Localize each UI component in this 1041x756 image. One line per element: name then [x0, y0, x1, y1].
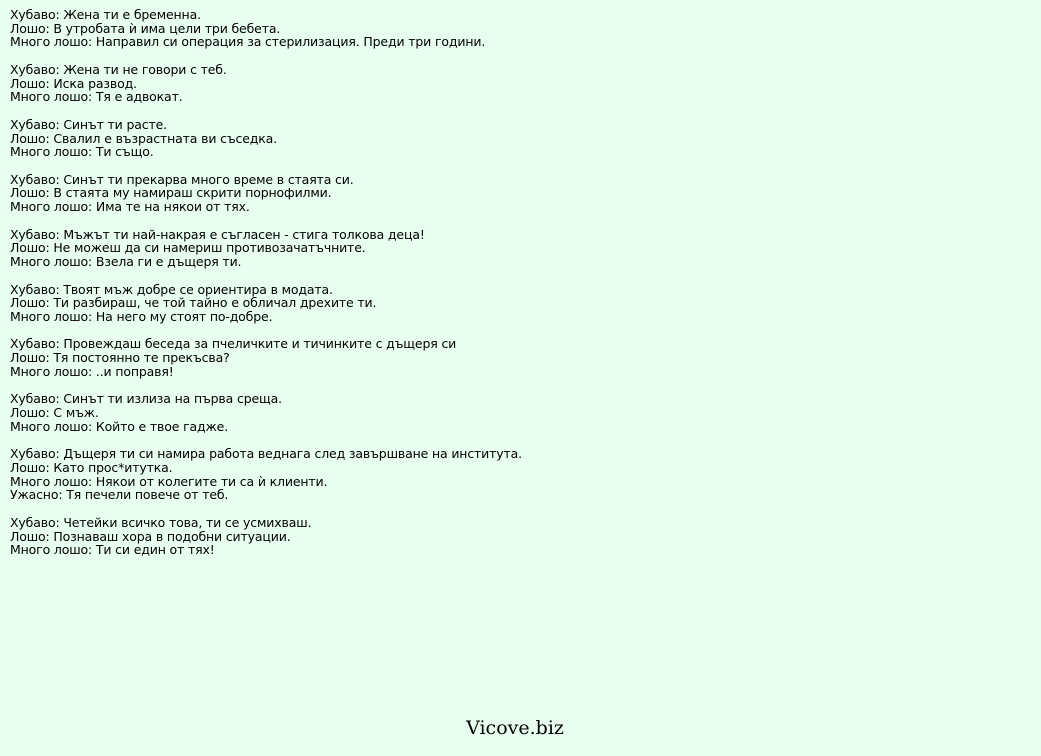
- text-line: Хубаво: Синът ти расте.: [10, 116, 167, 132]
- text-line: Много лошо: Някои от колегите ти са ѝ клиенти.: [10, 473, 328, 489]
- stanza: [10, 8, 1030, 49]
- text-line: Хубаво: Синът ти излиза на първа среща.: [10, 391, 282, 407]
- text-line: Лошо: Тя постоянно те прекъсва?: [10, 350, 230, 366]
- stanza: [10, 118, 1030, 159]
- stanza: [10, 63, 1030, 104]
- stanza: [10, 447, 1030, 502]
- text-line: Ужасно: Тя печели повече от теб.: [10, 487, 229, 503]
- stanza: [10, 337, 1030, 378]
- text-line: Хубаво: Четейки всичко това, ти се усмихваш.: [10, 514, 312, 530]
- stanza: [10, 392, 1030, 433]
- text-line: Лошо: Ти разбираш, че той тайно е обличал дрехите ти.: [10, 295, 377, 311]
- text-line: Много лошо: На него му стоят по-добре.: [10, 308, 273, 324]
- text-line: Много лошо: Който е твое гадже.: [10, 418, 229, 434]
- text-line: Лошо: В утробата ѝ има цели три бебета.: [10, 20, 281, 36]
- text-line: Хубаво: Жена ти е бременна.: [10, 7, 201, 22]
- text-line: Много лошо: Ти си един от тях!: [10, 542, 215, 558]
- text-line: Много лошо: Тя е адвокат.: [10, 89, 183, 105]
- text-line: Лошо: Иска развод.: [10, 75, 137, 91]
- text-line: Лошо: С мъж.: [10, 405, 99, 421]
- text-line: Хубаво: Провеждаш беседа за пчеличките и тичинките с дъщеря си: [10, 336, 457, 352]
- text-line: Много лошо: Направил си операция за стерилизация. Преди три години.: [10, 34, 486, 50]
- text-line: Хубаво: Синът ти прекарва много време в стаята си.: [10, 171, 354, 187]
- text-line: Много лошо: ..и поправя!: [10, 363, 174, 379]
- text-line: Много лошо: Ти също.: [10, 144, 154, 160]
- text-line: Хубаво: Жена ти не говори с теб.: [10, 61, 227, 77]
- text-line: Хубаво: Дъщеря ти си намира работа веднага след завършване на института.: [10, 446, 523, 462]
- stanza: [10, 228, 1030, 269]
- text-line: Много лошо: Има те на някои от тях.: [10, 199, 250, 215]
- text-line: Лошо: Свалил е възрастната ви съседка.: [10, 130, 278, 146]
- text-line: Много лошо: Взела ги е дъщеря ти.: [10, 254, 242, 270]
- site-watermark: Vicove.biz: [466, 717, 564, 739]
- text-line: Лошо: Като прос*итутка.: [10, 459, 173, 475]
- text-line: Хубаво: Мъжът ти най-накрая е съгласен - стига толкова деца!: [10, 226, 425, 242]
- stanza: [10, 173, 1030, 214]
- text-line: Хубаво: Твоят мъж добре се ориентира в модата.: [10, 281, 333, 297]
- joke-text: [10, 8, 1030, 571]
- text-line: Лошо: Не можеш да си намериш противозачатъчните.: [10, 240, 366, 256]
- stanza: [10, 283, 1030, 324]
- stanza: [10, 516, 1030, 557]
- text-line: Лошо: В стаята му намираш скрити порнофилми.: [10, 185, 332, 201]
- text-line: Лошо: Познаваш хора в подобни ситуации.: [10, 528, 291, 544]
